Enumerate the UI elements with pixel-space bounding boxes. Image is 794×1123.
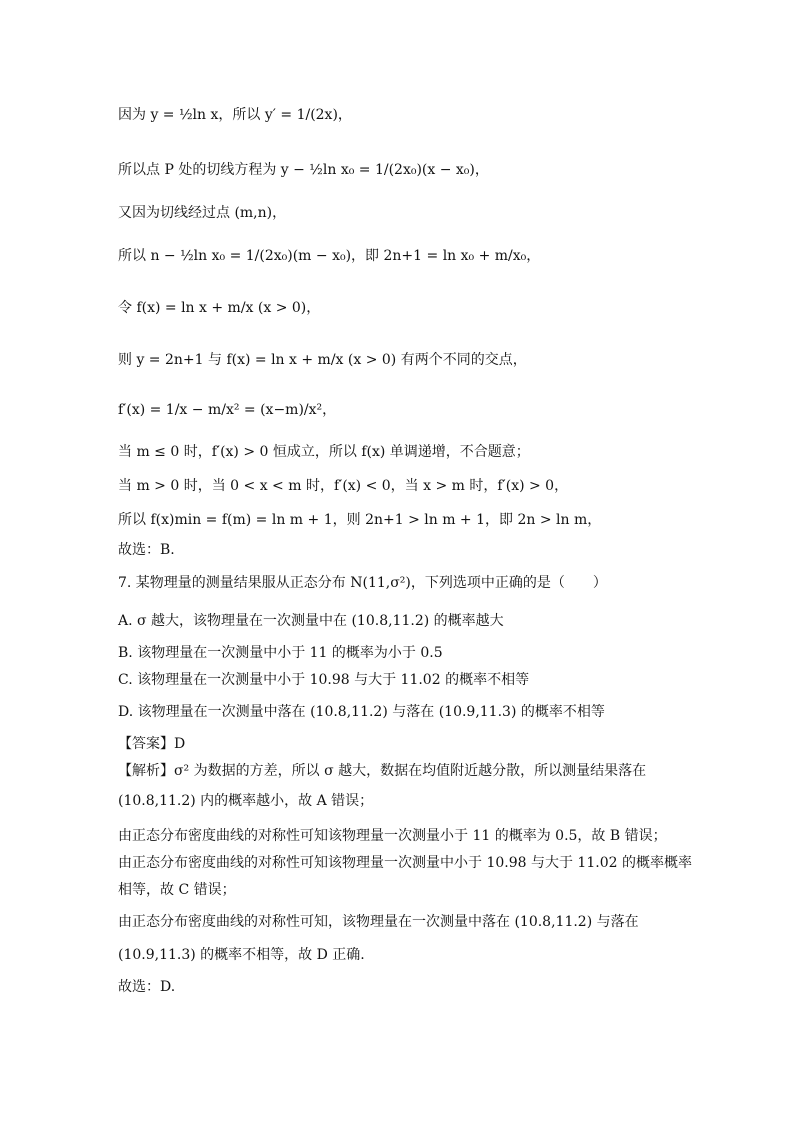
analysis-1: 【解析】σ² 为数据的方差，所以 σ 越大，数据在均值附近越分散，所以测量结果落在 (118, 763, 647, 779)
line-7: f′(x) = 1/x − m/x² = (x−m)/x²， (118, 402, 337, 418)
line-4: 所以 n − ½ln x₀ = 1/(2x₀)(m − x₀)，即 2n+1 = ln x₀ + m/x₀， (118, 248, 541, 264)
line-2: 所以点 P 处的切线方程为 y − ½ln x₀ = 1/(2x₀)(x − x₀)， (118, 162, 489, 178)
analysis-2: (10.8,11.2) 内的概率越小，故 A 错误； (118, 793, 374, 809)
analysis-4: 由正态分布密度曲线的对称性可知该物理量一次测量中小于 10.98 与大于 11.02 的概率概率 (118, 855, 692, 871)
option-b: B. 该物理量在一次测量中小于 11 的概率为小于 0.5 (118, 645, 443, 661)
analysis-8: 故选：D. (118, 979, 176, 995)
line-8: 当 m ≤ 0 时，f′(x) > 0 恒成立，所以 f(x) 单调递增，不合题意； (118, 444, 530, 460)
line-10: 所以 f(x)min = f(m) = ln m + 1，则 2n+1 > ln m + 1，即 2n > ln m， (118, 512, 602, 528)
option-c: C. 该物理量在一次测量中小于 10.98 与大于 11.02 的概率不相等 (118, 672, 530, 688)
line-1: 因为 y = ½ln x，所以 y′ = 1/(2x)， (118, 107, 352, 123)
option-a: A. σ 越大，该物理量在一次测量中在 (10.8,11.2) 的概率越大 (118, 613, 504, 629)
line-9: 当 m > 0 时，当 0 < x < m 时，f′(x) < 0，当 x > m 时，f′(x) > 0， (118, 478, 569, 494)
line-6: 则 y = 2n+1 与 f(x) = ln x + m/x (x > 0) 有两个不同的交点， (118, 352, 527, 368)
line-11: 故选：B. (118, 542, 175, 558)
analysis-3: 由正态分布密度曲线的对称性可知该物理量一次测量小于 11 的概率为 0.5，故 B 错误； (118, 828, 667, 844)
line-5: 令 f(x) = ln x + m/x (x > 0)， (118, 300, 321, 316)
option-d: D. 该物理量在一次测量中落在 (10.8,11.2) 与落在 (10.9,11.3) 的概率不相等 (118, 704, 605, 720)
analysis-5: 相等，故 C 错误； (118, 882, 236, 898)
answer-label: 【答案】D (118, 736, 186, 752)
analysis-7: (10.9,11.3) 的概率不相等，故 D 正确. (118, 947, 365, 963)
line-3: 又因为切线经过点 (m,n)， (118, 205, 287, 221)
analysis-6: 由正态分布密度曲线的对称性可知，该物理量在一次测量中落在 (10.8,11.2) 与落在 (118, 914, 639, 930)
question-7: 7. 某物理量的测量结果服从正态分布 N(11,σ²)，下列选项中正确的是（ ） (118, 575, 607, 591)
